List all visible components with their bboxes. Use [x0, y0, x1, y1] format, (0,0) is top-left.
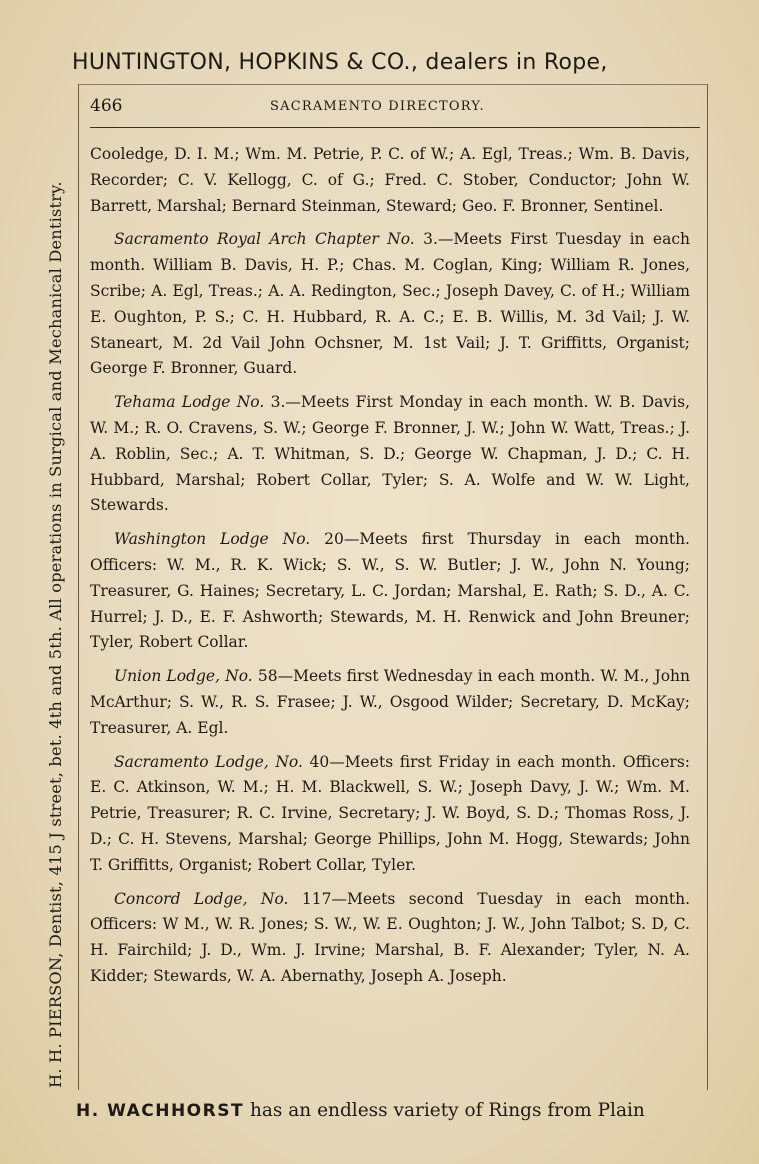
bottom-ad-tail: has an endless variety of Rings from Plain [244, 1100, 645, 1121]
directory-entry [90, 527, 690, 656]
frame-right-rule [707, 84, 708, 1090]
frame-top-rule [78, 84, 708, 85]
header-rule [90, 127, 700, 128]
entry-text: —Meets First Monday in each month. W. B. Davis, W. M.; R. O. Cravens, S. W.; George F. Bronner, J. W.; John W. Watt, Treas.; J. A. Roblin, Sec.; A. T. Whitman, S. D.; George W. Chapman, J. D.; C. H. Hubbard, Marshal; Robert Collar, Tyler; S. A. Wolfe and W. W. Light, Stewards. [90, 393, 691, 515]
entry-number: 20 [310, 530, 344, 549]
top-advertisement [72, 50, 722, 75]
entry-number: 58 [252, 667, 278, 686]
entry-text: —Meets first Thursday in each month. Officers: W. M., R. K. Wick; S. W., S. W. Butler; J. W., John N. Young; Treasurer, G. Haines; Secretary, L. C. Jordan; Marshal, E. Rath; S. D., A. C. Hurrel; J. D., E. F. Ashworth; Stewards, M. H. Renwick and John Breuner; Tyler, Robert Collar. [90, 530, 690, 652]
entry-name: Tehama Lodge No. [114, 393, 265, 412]
entry-text: —Meets First Tuesday in each month. William B. Davis, H. P.; Chas. M. Coglan, King; William R. Jones, Scribe; A. Egl, Treas.; A. A. Redington, Sec.; Joseph Davey, C. of H.; William E. Oughton, P. S.; C. H. Hubbard, R. A. C.; E. B. Willis, M. 3d Vail; J. W. Staneart, M. 2d Vail John Ochsner, M. 1st Vail; J. T. Griffitts, Organist; George F. Bronner, Guard. [90, 230, 690, 378]
directory-entry [90, 887, 690, 990]
page-header [90, 96, 700, 122]
entry-text: —Meets second Tuesday in each month. Officers: W M., W. R. Jones; S. W., W. E. Oughton; J. W., John Talbot; S. D, C. H. Fairchild; J. D., Wm. J. Irvine; Marshal, B. F. Alexander; Tyler, N. A. Kidder; Stewards, W. A. Abernathy, Joseph A. Joseph. [90, 889, 690, 985]
directory-entry [90, 750, 690, 879]
bottom-advertisement [76, 1100, 726, 1121]
entry-name: Sacramento Royal Arch Chapter No. [114, 230, 415, 249]
top-ad-firm: HUNTINGTON, HOPKINS & CO. [72, 50, 411, 75]
side-advertisement: H. H. PIERSON, Dentist, 415 J street, bet. 4th and 5th. All operations in Surgical and Mechanical Dentistry. [46, 181, 65, 1088]
entry-text: —Meets first Friday in each month. Officers: E. C. Atkinson, W. M.; H. M. Blackwell, S. W.; Joseph Davy, J. W.; Wm. M. Petrie, Treasurer; R. C. Irvine, Secretary; J. W. Boyd, S. D.; Thomas Ross, J. D.; C. H. Stevens, Marshal; George Phillips, John M. Hogg, Stewards; John T. Griffitts, Organist; Robert Collar, Tyler. [90, 752, 690, 874]
entry-number: 117 [288, 889, 332, 908]
entry-name: Washington Lodge No. [114, 530, 311, 549]
frame-left-rule [78, 84, 79, 1090]
bottom-ad-name: H. WACHHORST [76, 1101, 245, 1121]
entry-name: Sacramento Lodge, No. [114, 752, 303, 771]
entry-number: 3. [264, 393, 286, 412]
directory-entry [90, 390, 690, 519]
directory-entry [90, 142, 690, 219]
entry-name: Union Lodge, No. [114, 667, 253, 686]
entry-number: 3. [414, 230, 438, 249]
entry-text: —Meets first Wednesday in each month. W. M., John McArthur; S. W., R. S. Frasee; J. W., Osgood Wilder; Secretary, D. McKay; Treasurer, A. Egl. [90, 667, 691, 737]
directory-body [90, 142, 690, 998]
top-ad-tail: , dealers in Rope, [410, 50, 608, 75]
running-title: SACRAMENTO DIRECTORY. [270, 99, 485, 114]
directory-entry [90, 227, 690, 382]
entry-text: Cooledge, D. I. M.; Wm. M. Petrie, P. C. of W.; A. Egl, Treas.; Wm. B. Davis, Recorder; C. V. Kellogg, C. of G.; Fred. C. Stober, Conductor; John W. Barrett, Marshal; Bernard Steinman, Steward; Geo. F. Bronner, Sentinel. [90, 145, 690, 215]
page-number: 466 [90, 96, 123, 116]
directory-entry [90, 664, 690, 741]
entry-name: Concord Lodge, No. [114, 889, 289, 908]
entry-number: 40 [302, 752, 330, 771]
